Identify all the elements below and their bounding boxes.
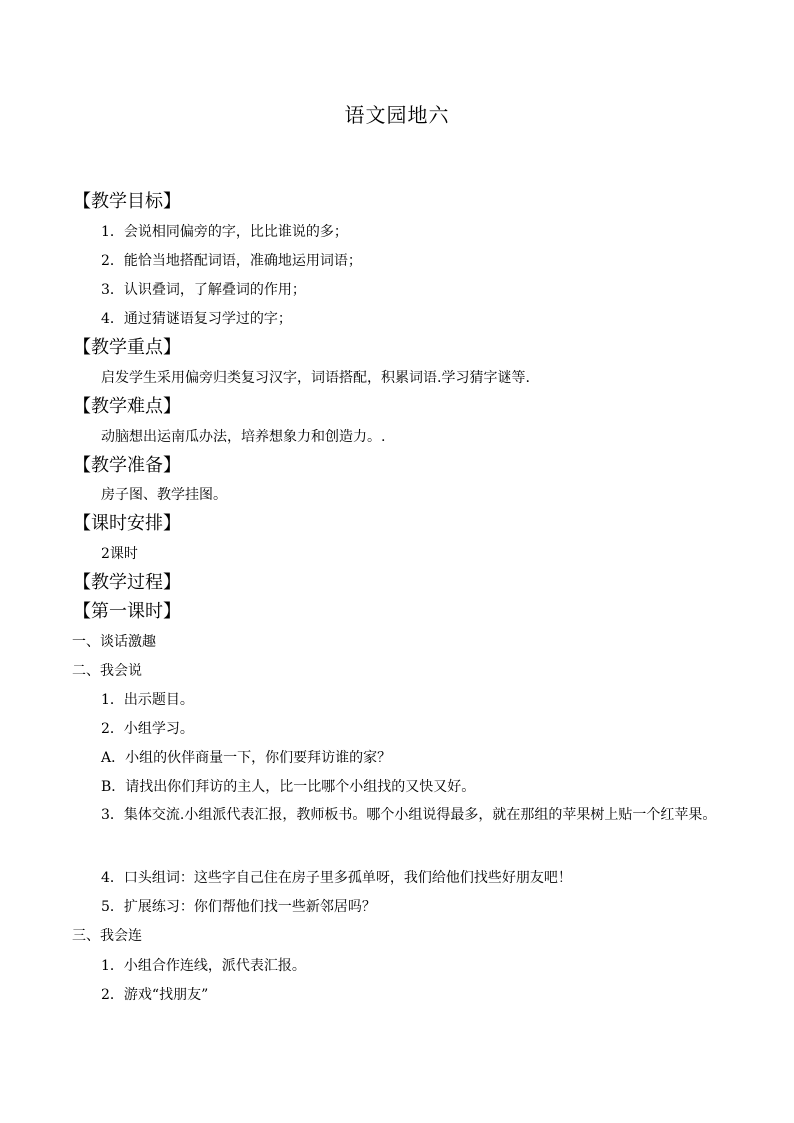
page-title: 语文园地六	[344, 103, 450, 127]
s2-item-4: 4．口头组词：这些字自己住在房子里多孤单呀，我们给他们找些好朋友吧！	[101, 870, 572, 886]
s3-item-1: 1．小组合作连线，派代表汇报。	[101, 958, 306, 974]
heading-key-points: 【教学重点】	[73, 337, 181, 358]
objective-item-2: 2．能恰当地搭配词语，准确地运用词语；	[101, 253, 362, 269]
section-2-title: 二、我会说	[72, 663, 142, 679]
s2-item-a: A．小组的伙伴商量一下，你们要拜访谁的家？	[101, 750, 392, 766]
schedule-text: 2课时	[101, 546, 138, 562]
heading-difficulties: 【教学难点】	[73, 396, 181, 417]
heading-first-lesson: 【第一课时】	[73, 601, 181, 622]
heading-objectives: 【教学目标】	[73, 191, 181, 212]
heading-process: 【教学过程】	[73, 572, 181, 593]
s2-item-5: 5．扩展练习：你们帮他们找一些新邻居吗？	[101, 899, 376, 915]
heading-schedule: 【课时安排】	[73, 513, 181, 534]
difficulties-text: 动脑想出运南瓜办法，培养想象力和创造力。.	[101, 429, 386, 445]
objective-item-4: 4．通过猜谜语复习学过的字；	[101, 311, 292, 327]
section-1-title: 一、谈话激趣	[72, 634, 156, 650]
section-3-title: 三、我会连	[72, 928, 142, 944]
s2-item-3: 3．集体交流.小组派代表汇报，教师板书。哪个小组说得最多，就在那组的苹果树上贴一个红苹果。	[101, 807, 717, 823]
s2-item-b: B．请找出你们拜访的主人，比一比哪个小组找的又快又好。	[101, 779, 476, 795]
preparation-text: 房子图、教学挂图。	[101, 487, 227, 503]
objective-item-1: 1．会说相同偏旁的字，比比谁说的多；	[101, 224, 348, 240]
s2-item-2: 2．小组学习。	[101, 721, 194, 737]
s2-item-1: 1．出示题目。	[101, 692, 194, 708]
key-points-text: 启发学生采用偏旁归类复习汉字，词语搭配，积累词语.学习猜字谜等.	[101, 370, 530, 386]
heading-preparation: 【教学准备】	[73, 455, 181, 476]
objective-item-3: 3．认识叠词，了解叠词的作用；	[101, 282, 306, 298]
s3-item-2: 2．游戏“找朋友”	[101, 987, 209, 1003]
